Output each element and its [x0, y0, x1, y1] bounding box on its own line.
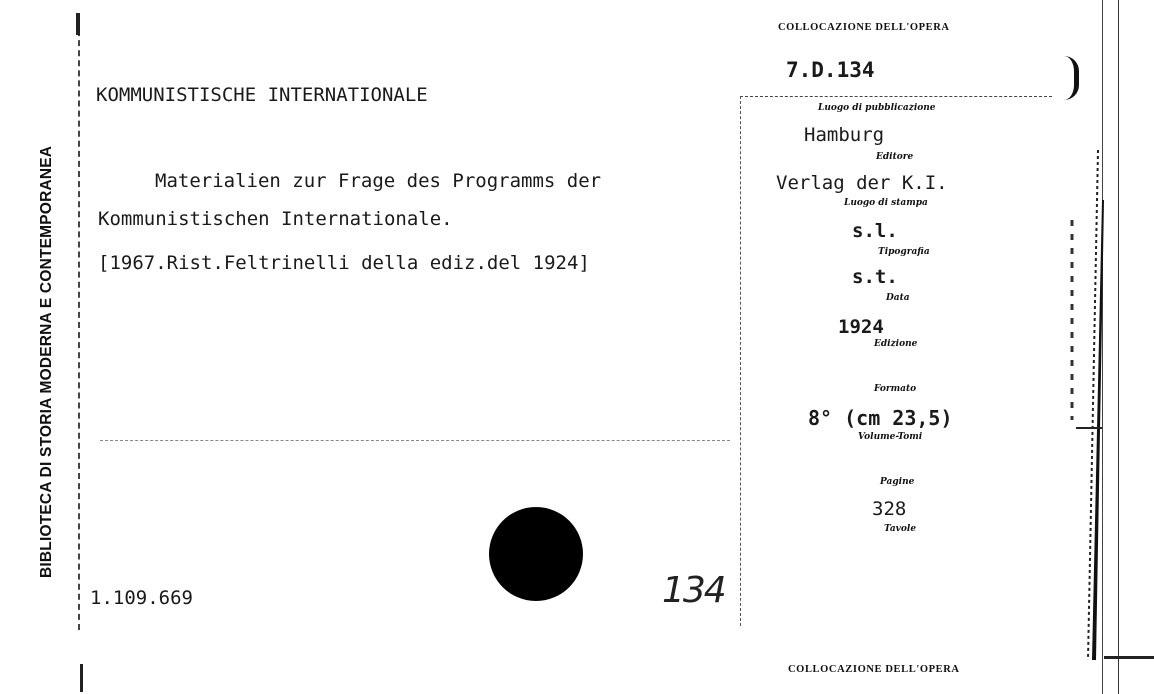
field-value-pages: 328 — [872, 498, 907, 520]
panel-left-border — [740, 96, 741, 626]
field-label-printer: Tipografia — [878, 247, 930, 257]
field-value-print-place: s.l. — [852, 220, 898, 242]
field-label-pages: Pagine — [880, 477, 915, 487]
bottom-tick-mark — [80, 664, 83, 692]
panel-right-edge — [1118, 0, 1119, 694]
reprint-note: [1967.Rist.Feltrinelli della ediz.del 1924] — [98, 252, 590, 274]
library-stamp: BIBLIOTECA DI STORIA MODERNA E CONTEMPORANEA — [38, 145, 55, 578]
field-value-place: Hamburg — [804, 124, 885, 146]
shelfmark: 7.D.134 — [786, 58, 875, 82]
collocation-header-bottom: COLLOCAZIONE DELL'OPERA — [788, 664, 960, 675]
field-label-volumes: Volume-Tomi — [858, 432, 923, 442]
scan-edge-artifact — [1066, 0, 1106, 694]
field-value-date: 1924 — [838, 316, 884, 338]
field-label-edition: Edizione — [874, 339, 918, 349]
field-value-printer: s.t. — [852, 266, 898, 288]
field-label-format: Formato — [874, 384, 917, 394]
field-label-place: Luogo di pubblicazione — [818, 103, 936, 113]
title-line-1: Materialien zur Frage des Programms der — [155, 170, 602, 192]
left-border-line — [78, 20, 80, 630]
card-ruling-line — [100, 440, 730, 441]
title-line-2: Kommunistischen Internationale. — [98, 208, 453, 230]
bottom-right-rule — [1104, 656, 1154, 659]
field-label-publisher: Editore — [876, 152, 914, 162]
field-value-publisher: Verlag der K.I. — [776, 172, 948, 194]
field-value-format: 8° (cm 23,5) — [808, 406, 953, 430]
top-tick-mark — [76, 13, 80, 35]
handwritten-number: 134 — [662, 570, 725, 611]
inventory-number: 1.109.669 — [90, 587, 193, 609]
punch-hole — [489, 507, 583, 601]
collocation-header-top: COLLOCAZIONE DELL'OPERA — [778, 22, 950, 33]
field-label-date: Data — [886, 293, 910, 303]
panel-top-border — [740, 96, 1052, 97]
author-heading: KOMMUNISTISCHE INTERNATIONALE — [96, 84, 428, 106]
field-label-print-place: Luogo di stampa — [844, 198, 928, 208]
field-label-plates: Tavole — [884, 524, 917, 534]
